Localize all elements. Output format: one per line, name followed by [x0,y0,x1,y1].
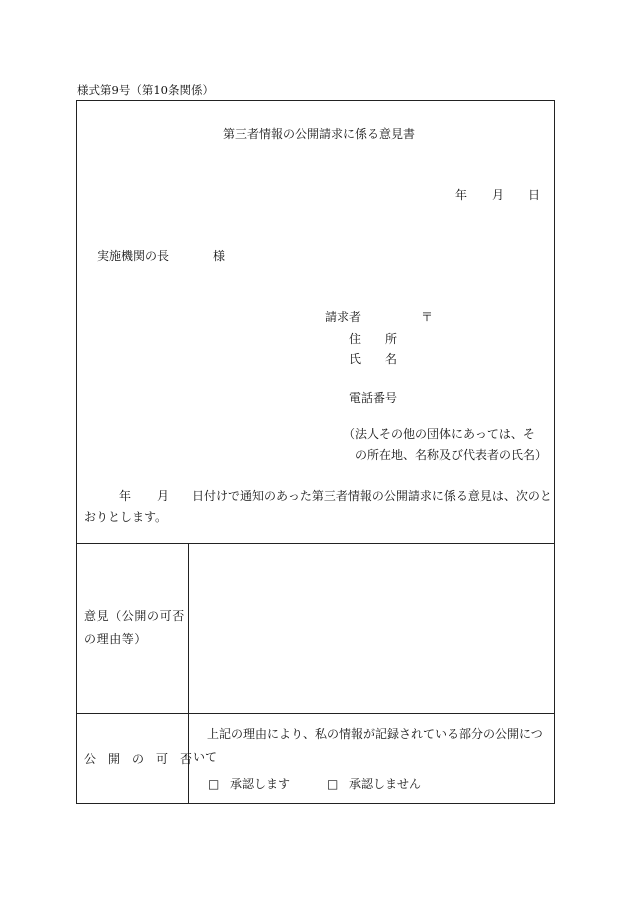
requester-note-line1: （法人その他の団体にあっては、そ [343,427,535,441]
body-line1: 日付けで通知のあった第三者情報の公開請求に係る意見は、次のと [192,489,552,503]
disclosure-text-line2: いて [193,750,218,764]
body-line2: おりとします。 [84,510,168,524]
requester-label: 請求者 [325,310,362,324]
opinion-label-line2: の理由等） [84,632,148,646]
form-title: 第三者情報の公開請求に係る意見書 [223,127,416,141]
approve-label: 承認します [230,777,291,791]
disclosure-text-line1: 上記の理由により、私の情報が記録されている部分の公開につ [207,727,543,741]
approve-checkbox[interactable]: □ [208,777,220,791]
form-number: 様式第9号（第10条関係） [77,83,214,97]
addressee-name: 実施機関の長 [97,249,170,263]
body-year: 年 [119,489,132,503]
date-day-label: 日 [528,188,541,202]
phone-label: 電話番号 [349,391,398,405]
address-label: 住 所 [349,332,398,346]
addressee-honorific: 様 [213,249,226,263]
postal-mark: 〒 [421,310,434,324]
date-year-label: 年 [455,188,468,202]
opinion-label-line1: 意見（公開の可否 [84,609,185,623]
table-middle-line [76,713,555,714]
requester-note-line2: の所在地、名称及び代表者の氏名） [355,448,548,462]
disapprove-checkbox[interactable]: □ [327,777,339,791]
date-month-label: 月 [492,188,505,202]
name-label: 氏 名 [349,352,398,366]
disapprove-label: 承認しません [349,777,422,791]
table-top-line [76,543,555,544]
disclosure-label: 公 開 の 可 否 [84,752,193,766]
body-month: 月 [157,489,170,503]
